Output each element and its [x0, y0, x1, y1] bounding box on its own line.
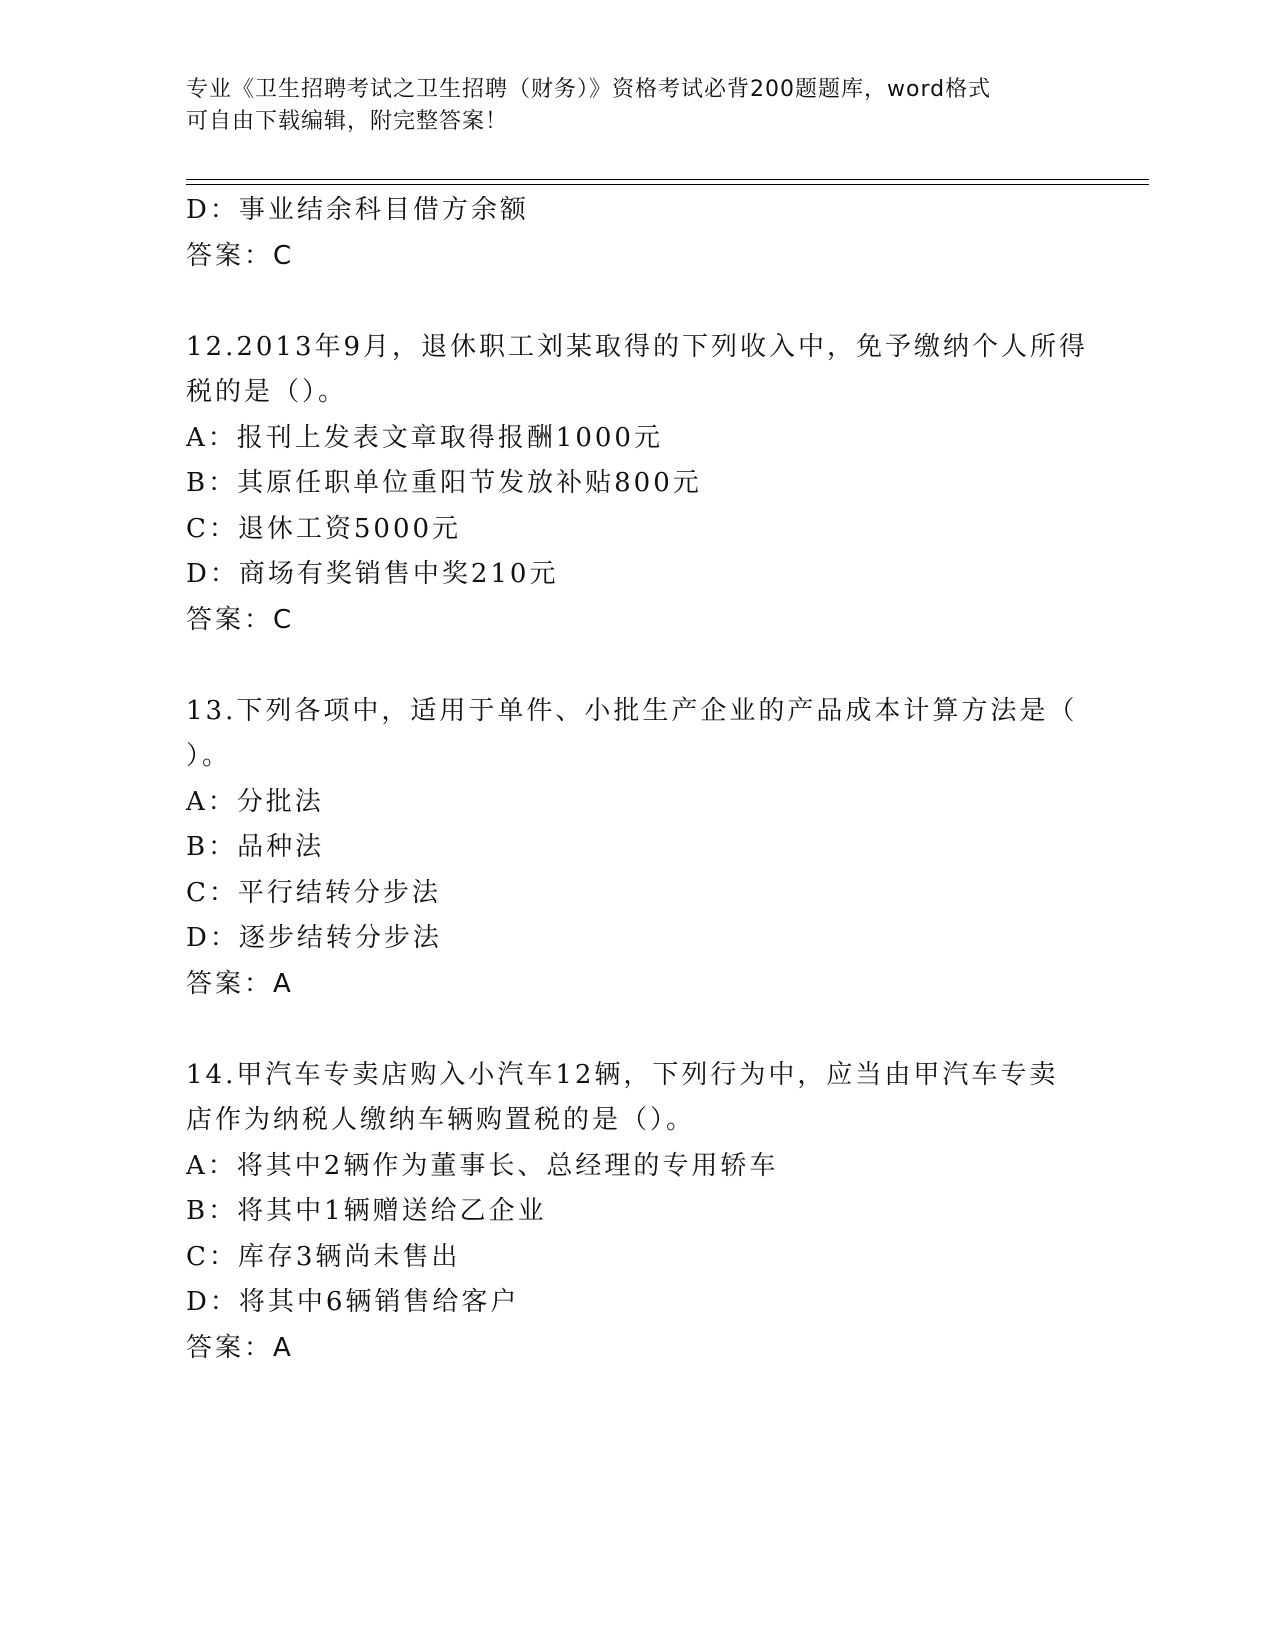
previous-option-d: D：事业结余科目借方余额: [186, 195, 529, 225]
question-stem-cont: 店作为纳税人缴纳车辆购置税的是（）。: [186, 1105, 696, 1135]
question-stem: 14.甲汽车专卖店购入小汽车12辆，下列行为中，应当由甲汽车专卖: [186, 1059, 1059, 1090]
question-stem-cont: ）。: [186, 741, 232, 771]
answer: 答案：A: [186, 968, 294, 999]
option-a: A：将其中2辆作为董事长、总经理的专用轿车: [186, 1150, 779, 1181]
question-14: [186, 1053, 1086, 1372]
option-b: B：品种法: [186, 832, 325, 862]
option-c: C：平行结转分步法: [186, 877, 441, 908]
option-b: B：将其中1辆赠送给乙企业: [186, 1196, 547, 1226]
header-line-1: 专业《卫生招聘考试之卫生招聘（财务）》资格考试必背200题题库，word格式: [186, 77, 992, 102]
option-d: D：逐步结转分步法: [186, 923, 442, 953]
question-13: [186, 689, 1086, 1008]
question-stem-cont: 税的是（）。: [186, 377, 348, 407]
document-header: [186, 74, 1066, 138]
spacer: [186, 643, 1086, 689]
spacer: [186, 279, 1086, 325]
previous-answer: 答案：C: [186, 240, 295, 271]
header-rule-bottom: [186, 184, 1149, 185]
answer: 答案：C: [186, 604, 295, 635]
option-c: C：退休工资5000元: [186, 513, 462, 544]
question-content: [186, 188, 1089, 1371]
question-stem: 13.下列各项中，适用于单件、小批生产企业的产品成本计算方法是（: [186, 695, 1078, 726]
header-line-2: 可自由下载编辑，附完整答案！: [186, 109, 509, 134]
option-c: C：库存3辆尚未售出: [186, 1241, 461, 1272]
answer: 答案：A: [186, 1332, 294, 1363]
option-d: D：将其中6辆销售给客户: [186, 1287, 520, 1317]
spacer: [186, 1007, 1086, 1053]
option-b: B：其原任职单位重阳节发放补贴800元: [186, 468, 702, 498]
option-a: A：报刊上发表文章取得报酬1000元: [186, 422, 663, 453]
option-d: D：商场有奖销售中奖210元: [186, 559, 559, 589]
option-a: A：分批法: [186, 786, 324, 817]
question-12: [186, 325, 1089, 644]
question-stem: 12.2013年9月，退休职工刘某取得的下列收入中，免予缴纳个人所得: [186, 331, 1089, 362]
header-rule-top: [186, 179, 1149, 180]
